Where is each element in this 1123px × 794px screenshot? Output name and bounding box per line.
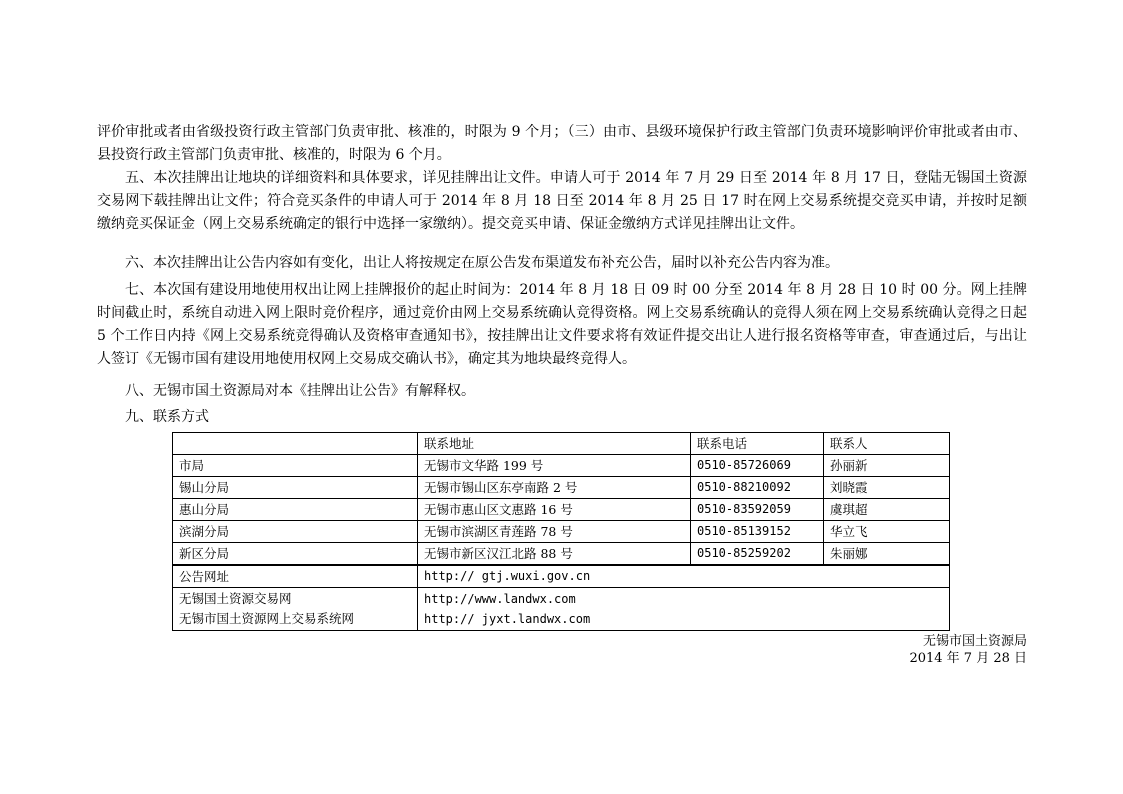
contact-table — [172, 432, 950, 631]
paragraph-section-8: 八、无锡市国土资源局对本《挂牌出让公告》有解释权。 — [125, 383, 475, 399]
office-phone: 0510-88210092 — [691, 477, 824, 499]
trade-url-1: http://www.landwx.com — [424, 592, 576, 606]
trade-label-2: 无锡市国土资源网上交易系统网 — [179, 611, 355, 626]
table-row — [173, 521, 950, 543]
office-phone: 0510-85726069 — [691, 455, 824, 477]
announce-row — [173, 565, 950, 588]
paragraph-section-7: 七、本次国有建设用地使用权出让网上挂牌报价的起止时间为：2014 年 8 月 18 日 09 时 00 分至 2014 年 8 月 28 日 10 时 00 分。网上挂牌时间截止时，系统自动进入网上限时竞价程序，通过竞价由网上交易系统确认竞得资格。网上交易系统确认的竞得人须在网上交易系统确认竞得之日起 5 个工作日内持《网上交易系统竞得确认及资格审查通知书》，按挂牌出让文件要求将有效证件提交出让人进行报名资格等审查，审查通过后，与出让人签订《无锡市国有建设用地使用权网上交易成交确认书》，确定其为地块最终竞得人。 — [97, 282, 1027, 367]
signature-org: 无锡市国土资源局 — [922, 634, 1027, 649]
trade-url-2: http:// jyxt.landwx.com — [424, 612, 591, 626]
office-contact: 虞琪超 — [824, 499, 950, 521]
office-address: 无锡市文华路 199 号 — [418, 455, 691, 477]
office-address: 无锡市惠山区文惠路 16 号 — [418, 499, 691, 521]
paragraph-prior-continuation: 评价审批或者由省级投资行政主管部门负责审批、核准的，时限为 9 个月；（三）由市、县级环境保护行政主管部门负责环境影响评价审批或者由市、县投资行政主管部门负责审批、核准的，时限为 6 个月。 — [97, 124, 1027, 163]
paragraph-section-6: 六、本次挂牌出让公告内容如有变化，出让人将按规定在原公告发布渠道发布补充公告，届时以补充公告内容为准。 — [125, 255, 839, 271]
announce-url: http:// gtj.wuxi.gov.cn — [418, 565, 950, 588]
trade-row — [173, 588, 950, 631]
table-row — [173, 477, 950, 499]
trade-urls — [418, 588, 950, 631]
office-address: 无锡市滨湖区青莲路 78 号 — [418, 521, 691, 543]
office-name: 市局 — [173, 455, 418, 477]
office-name: 锡山分局 — [173, 477, 418, 499]
office-name: 滨湖分局 — [173, 521, 418, 543]
header-cell-blank — [173, 433, 418, 455]
header-cell-address: 联系地址 — [418, 433, 691, 455]
office-phone: 0510-85259202 — [691, 543, 824, 566]
paragraph-section-9-heading: 九、联系方式 — [125, 409, 209, 425]
office-name: 惠山分局 — [173, 499, 418, 521]
signature-date: 2014 年 7 月 28 日 — [909, 651, 1027, 666]
table-row — [173, 455, 950, 477]
office-address: 无锡市新区汉江北路 88 号 — [418, 543, 691, 566]
table-row — [173, 499, 950, 521]
office-contact: 朱丽娜 — [824, 543, 950, 566]
office-name: 新区分局 — [173, 543, 418, 566]
office-contact: 刘晓霞 — [824, 477, 950, 499]
office-contact: 华立飞 — [824, 521, 950, 543]
office-phone: 0510-83592059 — [691, 499, 824, 521]
office-address: 无锡市锡山区东亭南路 2 号 — [418, 477, 691, 499]
trade-labels — [173, 588, 418, 631]
office-phone: 0510-85139152 — [691, 521, 824, 543]
signature-block — [909, 633, 1027, 667]
trade-label-1: 无锡国土资源交易网 — [179, 591, 292, 606]
paragraph-section-5: 五、本次挂牌出让地块的详细资料和具体要求，详见挂牌出让文件。申请人可于 2014 年 7 月 29 日至 2014 年 8 月 17 日，登陆无锡国土资源交易网下载挂牌出让文件；符合竞买条件的申请人可于 2014 年 8 月 18 日至 2014 年 8 月 25 日 17 时在网上交易系统提交竞买申请，并按时足额缴纳竞买保证金（网上交易系统确定的银行中选择一家缴纳）。提交竞买申请、保证金缴纳方式详见挂牌出让文件。 — [97, 170, 1027, 232]
office-contact: 孙丽新 — [824, 455, 950, 477]
announce-label: 公告网址 — [173, 565, 418, 588]
header-cell-contact: 联系人 — [824, 433, 950, 455]
table-row — [173, 543, 950, 566]
header-cell-phone: 联系电话 — [691, 433, 824, 455]
table-header-row — [173, 433, 950, 455]
